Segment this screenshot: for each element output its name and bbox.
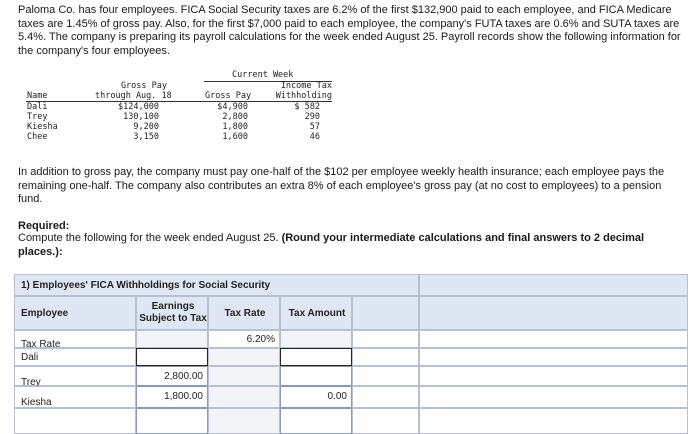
earnings-header: Earnings Subject to Tax	[139, 301, 207, 324]
empty-cell	[208, 366, 280, 386]
earnings-input[interactable]	[136, 348, 208, 366]
employee-row	[14, 386, 136, 408]
empty-cell	[208, 408, 280, 434]
payroll-row-ytd: 130,100	[123, 112, 159, 122]
problem-intro: Paloma Co. has four employees. FICA Social Security taxes are 6.2% of the first $132,900 paid to each employee, and FICA Medicare taxes are 1.45% of gross pay. Also, for the first $7,000 paid to each employee, the company's FUTA taxes are 0.6% and SUTA taxes are 5.4%. The company is preparing its payroll calculations for the week ended August 25. Payroll records show the following information for the company's four employees.	[18, 4, 681, 57]
employee-name: Trey	[21, 377, 41, 388]
payroll-row-name: Trey	[27, 112, 48, 122]
required-label: Required:	[18, 220, 70, 232]
ytd-header-1: Gross Pay	[120, 81, 167, 91]
rate-header: Tax Rate	[224, 308, 266, 319]
empty-cell	[419, 330, 688, 348]
employee-name: Dali	[21, 352, 39, 363]
employee-header: Employee	[21, 308, 69, 319]
gross-pay-header: Gross Pay	[205, 91, 252, 101]
required-instructions	[18, 232, 686, 259]
earnings-input[interactable]: 1,800.00	[136, 386, 208, 408]
worksheet-title-cell	[14, 274, 419, 296]
tax-rate-cell	[208, 330, 280, 348]
empty-cell	[419, 348, 688, 366]
income-tax-header-2: Withholding	[275, 91, 332, 101]
rounding-instruction: (Round your intermediate calculations and final answers to 2 decimal places.):	[18, 232, 645, 258]
income-tax-header-1: Income Tax	[280, 81, 332, 91]
amount-header: Tax Amount	[288, 308, 346, 319]
empty-cell	[352, 386, 419, 408]
empty-cell	[352, 348, 419, 366]
payroll-row-gross: 1,600	[222, 132, 248, 142]
ytd-header-2: through Aug. 18	[95, 91, 172, 101]
payroll-row-ytd: 3,150	[133, 132, 159, 142]
empty-cell	[352, 366, 419, 386]
empty-cell	[136, 330, 208, 348]
employee-row	[14, 348, 136, 366]
required-text: Compute the following for the week ended August 25.	[18, 232, 282, 244]
payroll-row-gross: 2,800	[222, 112, 248, 122]
tax-rate-value: 6.20%	[246, 334, 275, 345]
tax-amount-input[interactable]	[280, 348, 352, 366]
empty-cell	[352, 330, 419, 348]
title-filler	[419, 274, 688, 296]
tax-rate-label: Tax Rate	[21, 339, 61, 350]
empty-cell	[419, 386, 688, 408]
payroll-row-tax: 57	[309, 122, 320, 132]
tax-amount-input[interactable]	[280, 366, 352, 386]
empty-cell	[208, 386, 280, 408]
payroll-row-name: Dali	[27, 102, 48, 112]
employee-header-cell	[14, 296, 136, 330]
payroll-row-ytd: 9,200	[133, 122, 159, 132]
header-filler	[352, 296, 419, 330]
rate-header-cell	[208, 296, 280, 330]
amount-header-cell	[280, 296, 352, 330]
payroll-row-ytd: $124,000	[118, 102, 159, 112]
earnings-input[interactable]	[136, 408, 208, 434]
tax-amount-input[interactable]	[280, 408, 352, 434]
payroll-row-tax: 46	[309, 132, 320, 142]
current-week-header: Current Week	[232, 70, 294, 80]
fica-worksheet	[14, 274, 688, 434]
payroll-row-gross: 1,800	[222, 122, 248, 132]
payroll-row-name: Kiesha	[27, 122, 58, 132]
payroll-row-name: Chee	[27, 132, 48, 142]
payroll-row-tax: $ 582	[294, 102, 320, 112]
employee-name: Kiesha	[21, 397, 52, 408]
tax-amount-input[interactable]: 0.00	[280, 386, 352, 408]
empty-cell	[419, 366, 688, 386]
additional-info: In addition to gross pay, the company must pay one-half of the $102 per employee weekly health insurance; each employee pays the remaining one-half. The company also contributes an extra 8% of each employee's gross pay (at no cost to employees) to a pension fund.	[18, 166, 665, 205]
empty-cell	[280, 330, 352, 348]
empty-cell	[419, 408, 688, 434]
worksheet-title: 1) Employees' FICA Withholdings for Social Security	[21, 280, 271, 291]
employee-row	[14, 408, 136, 434]
empty-cell	[352, 408, 419, 434]
earnings-input[interactable]: 2,800.00	[136, 366, 208, 386]
name-header: Name	[27, 91, 48, 101]
employee-row	[14, 366, 136, 386]
empty-cell	[208, 348, 280, 366]
earnings-header-cell	[136, 296, 208, 330]
payroll-row-tax: 290	[304, 112, 320, 122]
header-filler	[419, 296, 688, 330]
tax-rate-label-cell	[14, 330, 136, 348]
payroll-row-gross: $4,900	[217, 102, 248, 112]
